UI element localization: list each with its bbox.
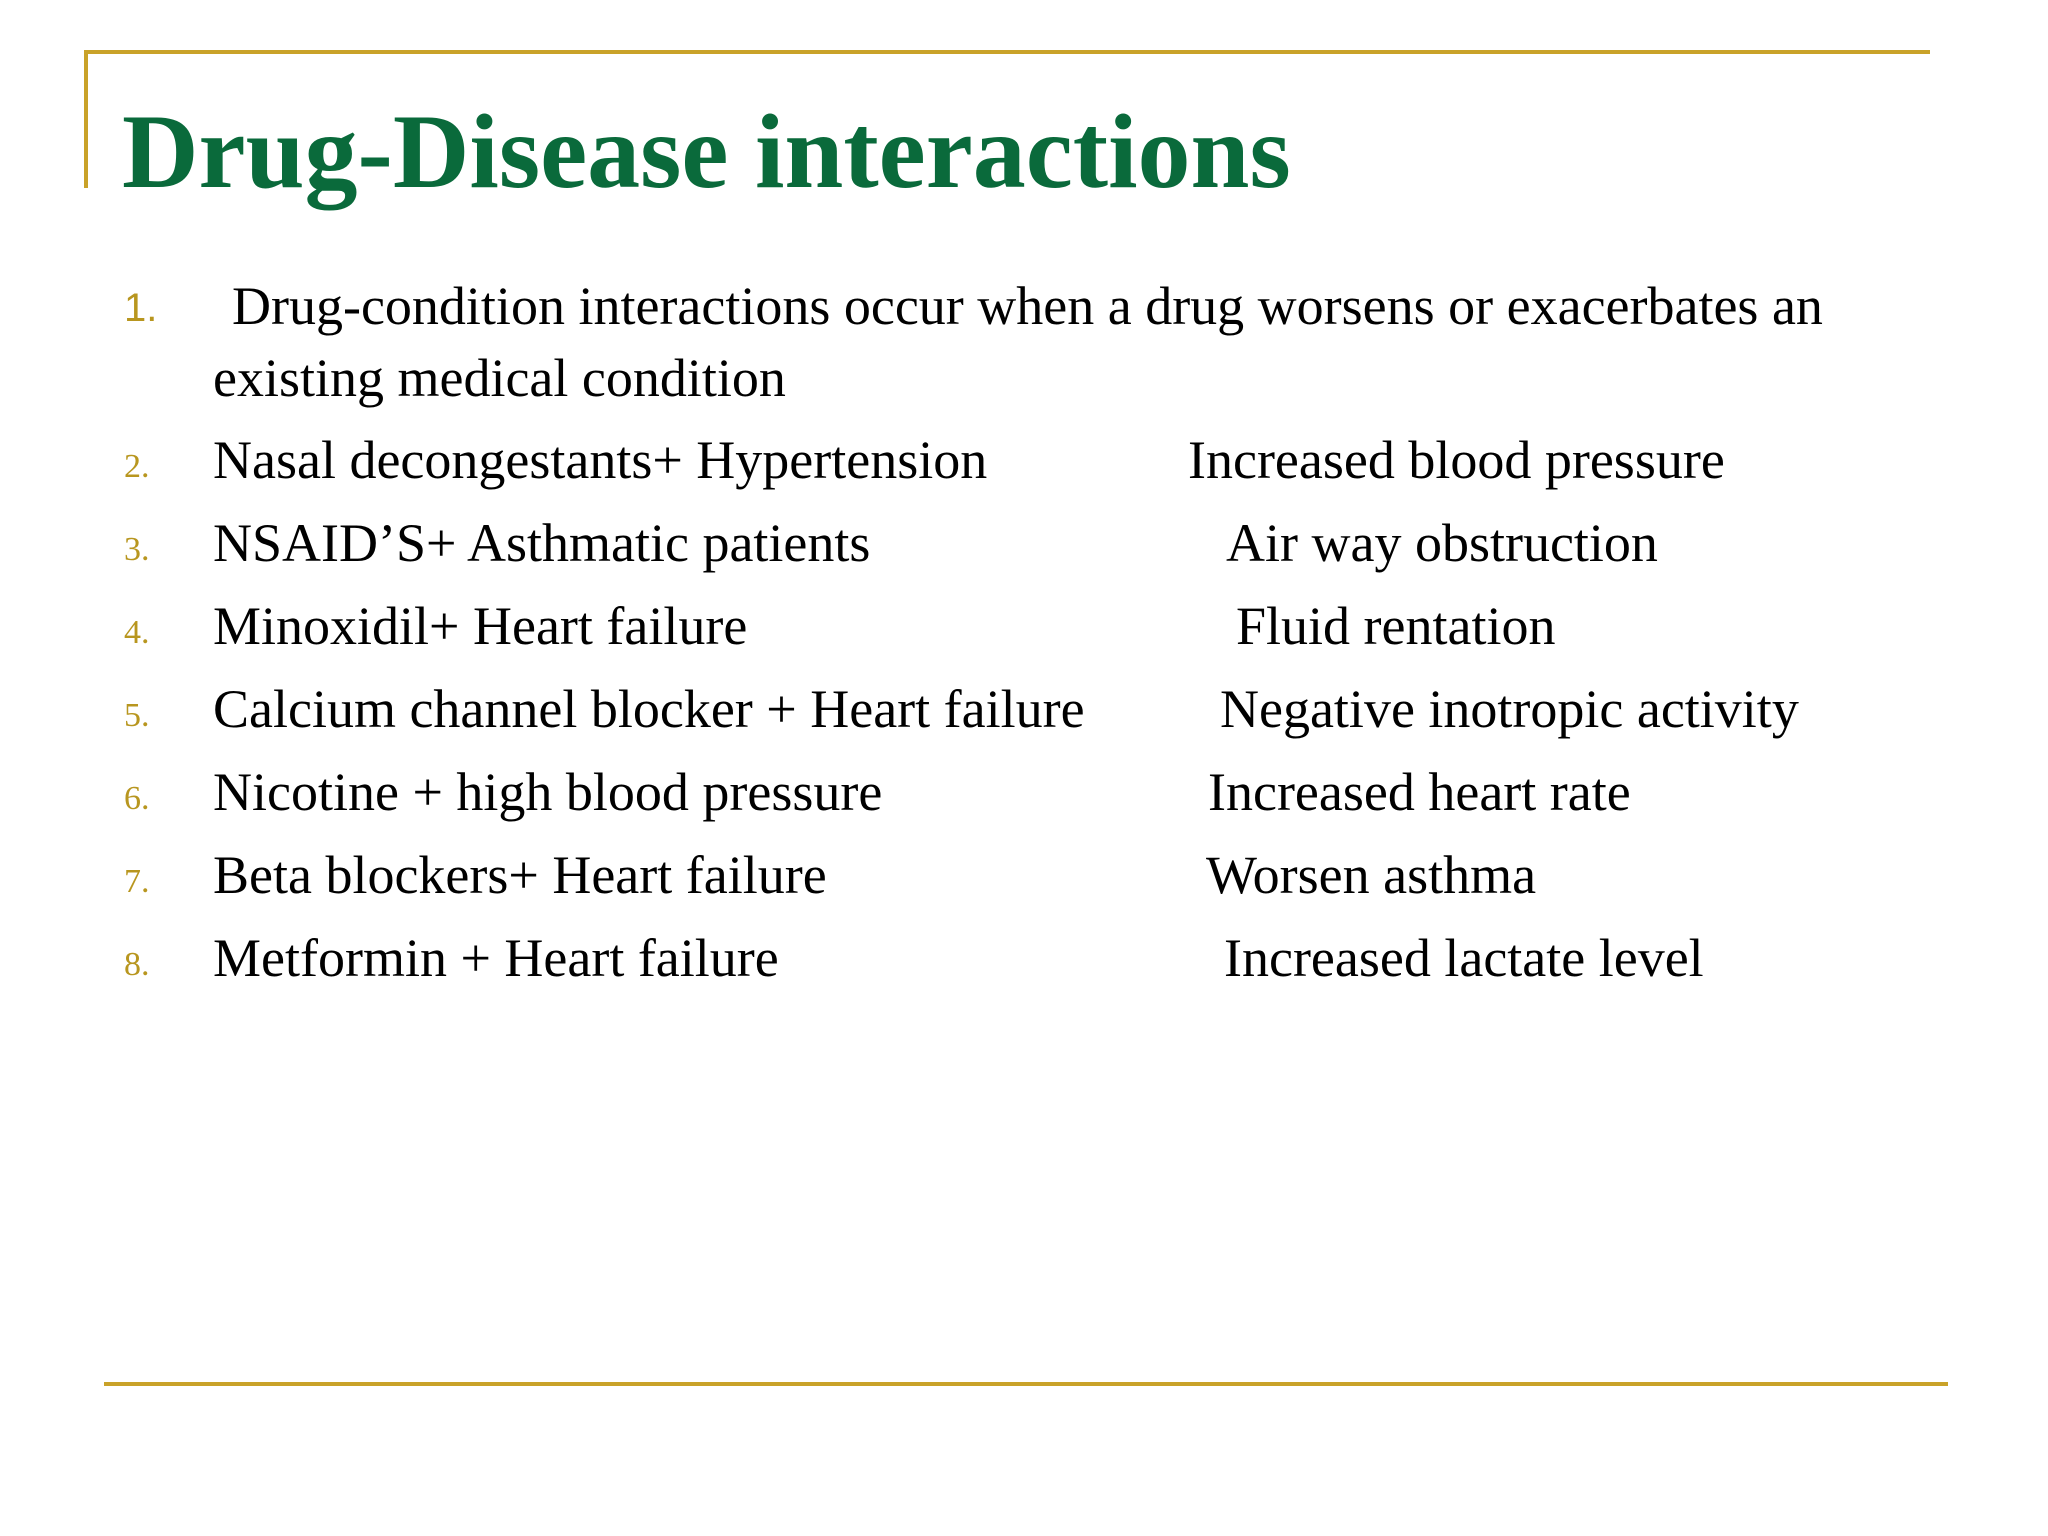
item-number: 4. [124,614,150,651]
item-number: 5. [124,697,150,734]
item-effect: Increased heart rate [1208,762,1631,822]
slide-title: Drug-Disease interactions [122,93,1291,210]
item-interaction: Nicotine + high blood pressure [213,762,883,822]
item-number: 8. [124,946,150,983]
item-text-line2: existing medical condition [213,348,786,408]
item-interaction: Minoxidil+ Heart failure [213,596,748,656]
item-interaction: Metformin + Heart failure [213,928,779,988]
item-interaction: NSAID’S+ Asthmatic patients [213,513,871,573]
item-number: 2. [124,448,150,485]
item-number: 7. [124,863,150,900]
item-number: 6. [124,780,150,817]
item-number: 3. [124,531,150,568]
item-text-line1: Drug-condition interactions occur when a drug worsens or exacerbates an [232,276,1823,336]
item-effect: Increased blood pressure [1188,430,1725,490]
item-effect: Increased lactate level [1224,928,1704,988]
item-effect: Air way obstruction [1226,513,1658,573]
item-number: 1. [124,286,158,330]
item-interaction: Beta blockers+ Heart failure [213,845,827,905]
item-interaction: Calcium channel blocker + Heart failure [213,679,1085,739]
item-effect: Worsen asthma [1206,845,1537,905]
item-effect: Fluid rentation [1236,596,1556,656]
item-interaction: Nasal decongestants+ Hypertension [213,430,988,490]
item-effect: Negative inotropic activity [1220,679,1799,739]
